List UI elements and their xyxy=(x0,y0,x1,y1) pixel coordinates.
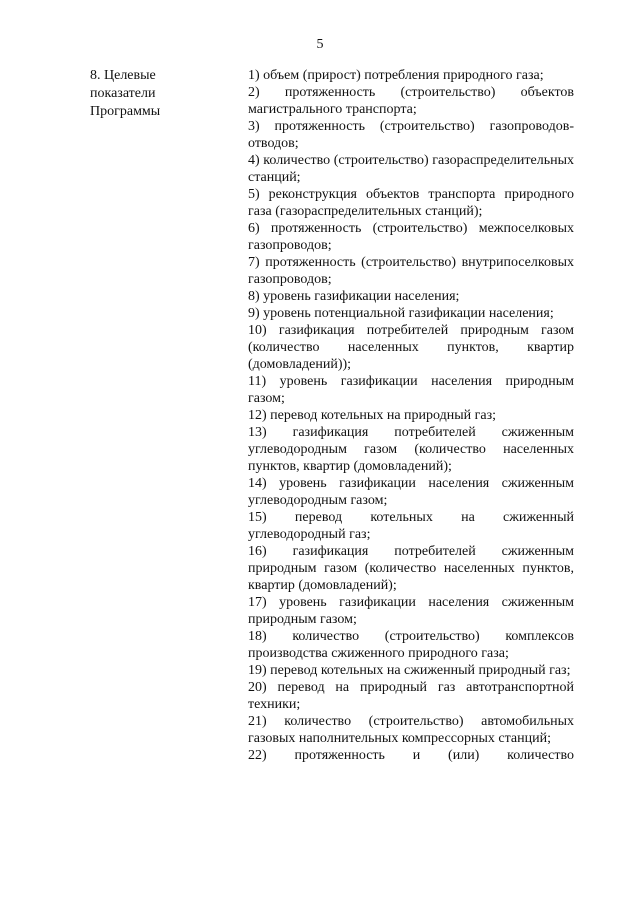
section-label-line: Программы xyxy=(90,104,161,119)
list-item: 20) перевод на природный газ автотранспортной техники; xyxy=(248,680,574,712)
section-label xyxy=(90,67,210,121)
section-label-line: показатели xyxy=(90,86,156,101)
list-item: 9) уровень потенциальной газификации населения; xyxy=(248,306,554,321)
list-item: 15) перевод котельных на сжиженный углеводородный газ; xyxy=(248,510,574,542)
list-item: 6) протяженность (строительство) межпоселковых газопроводов; xyxy=(248,221,574,253)
list-item: 5) реконструкция объектов транспорта природного газа (газораспределительных станций); xyxy=(248,187,574,219)
list-item: 21) количество (строительство) автомобильных газовых наполнительных компрессорных станций; xyxy=(248,714,574,746)
list-item: 11) уровень газификации населения природным газом; xyxy=(248,374,574,406)
list-item: 18) количество (строительство) комплексов производства сжиженного природного газа; xyxy=(248,629,574,661)
list-item: 3) протяженность (строительство) газопроводов-отводов; xyxy=(248,119,574,151)
list-item: 8) уровень газификации населения; xyxy=(248,289,460,304)
section-label-line: 8. Целевые xyxy=(90,68,156,83)
list-item: 2) протяженность (строительство) объектов магистрального транспорта; xyxy=(248,85,574,117)
page-number: 5 xyxy=(316,37,324,52)
list-item: 13) газификация потребителей сжиженным углеводородным газом (количество населенных пунктов, квартир (домовладений); xyxy=(248,425,574,474)
list-item: 22) протяженность и (или) количество xyxy=(248,748,574,763)
target-indicators-list xyxy=(248,67,574,764)
list-item: 16) газификация потребителей сжиженным природным газом (количество населенных пунктов, квартир (домовладений); xyxy=(248,544,574,593)
list-item: 14) уровень газификации населения сжиженным углеводородным газом; xyxy=(248,476,574,508)
list-item: 12) перевод котельных на природный газ; xyxy=(248,408,497,423)
list-item: 4) количество (строительство) газораспределительных станций; xyxy=(248,153,574,185)
list-item: 1) объем (прирост) потребления природного газа; xyxy=(248,68,544,83)
list-item: 10) газификация потребителей природным газом (количество населенных пунктов, квартир (домовладений)); xyxy=(248,323,574,372)
list-item: 7) протяженность (строительство) внутрипоселковых газопроводов; xyxy=(248,255,574,287)
list-item: 19) перевод котельных на сжиженный природный газ; xyxy=(248,663,571,678)
list-item: 17) уровень газификации населения сжиженным природным газом; xyxy=(248,595,574,627)
